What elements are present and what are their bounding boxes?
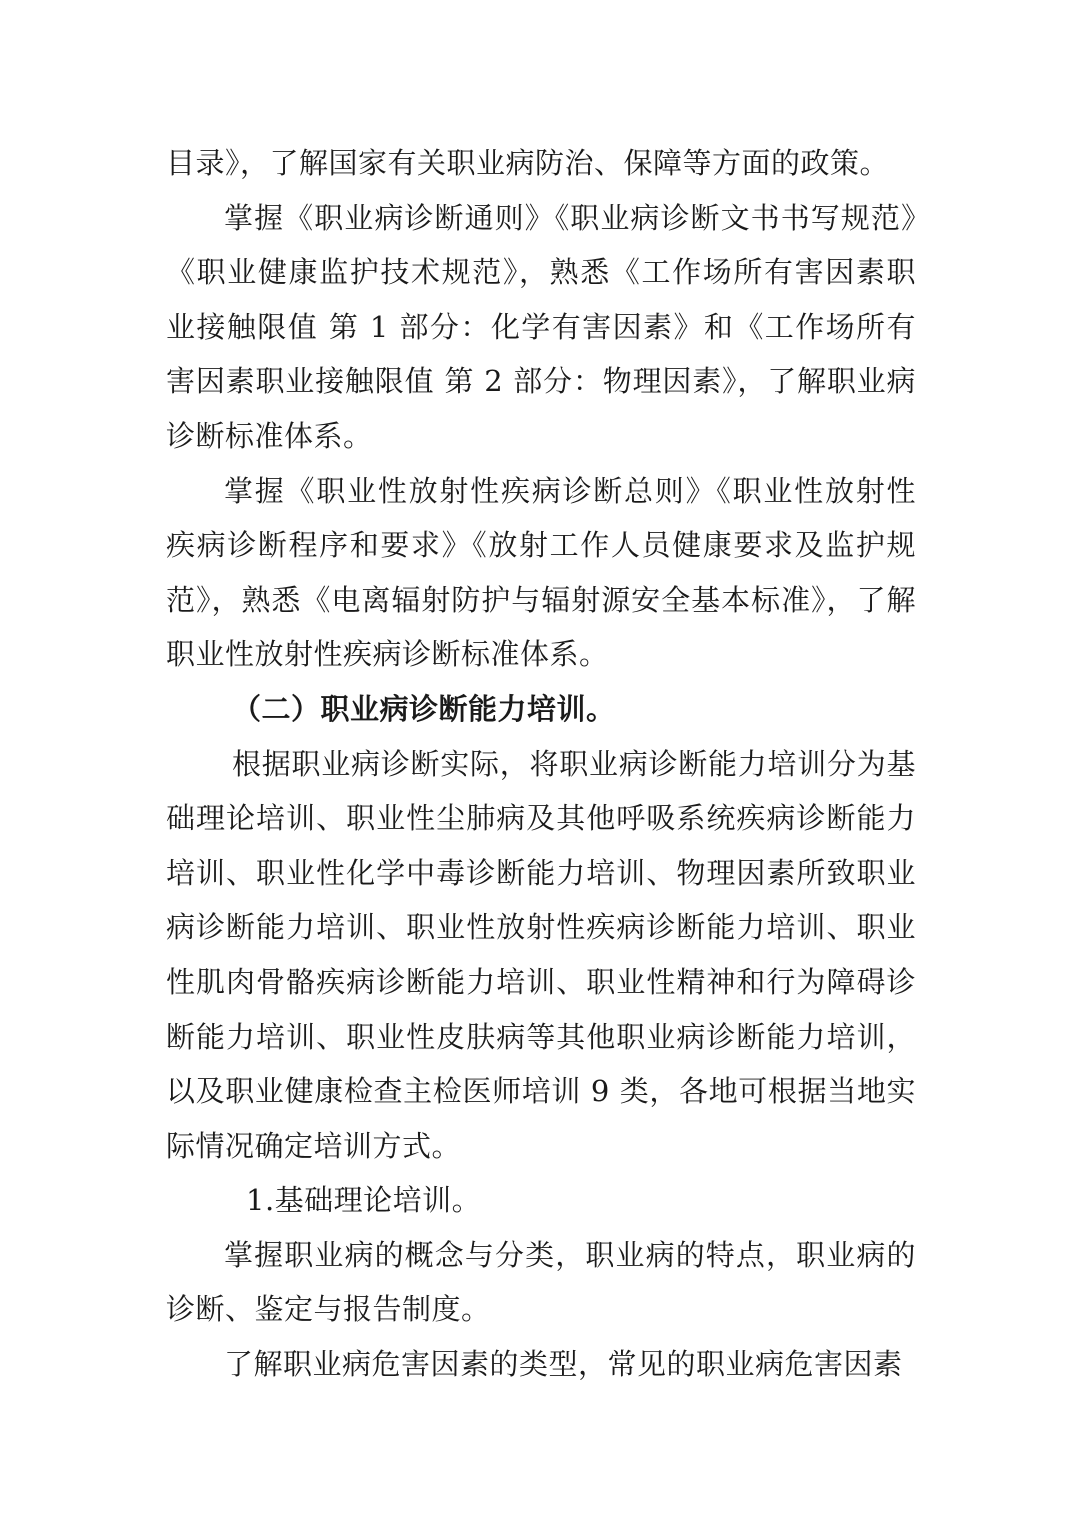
paragraph-policy-continuation: 目录》，了解国家有关职业病防治、保障等方面的政策。 [166, 146, 890, 180]
section-heading-diagnosis-training: （二）职业病诊断能力培训。 [232, 691, 616, 726]
paragraph-training-categories: 根据职业病诊断实际，将职业病诊断能力培训分为基础理论培训、职业性尘肺病及其他呼吸系统疾病诊断能力培训、职业性化学中毒诊断能力培训、物理因素所致职业病诊断能力培训、职业性放射性疾病诊断能力培训、职业性肌肉骨骼疾病诊断能力培训、职业性精神和行为障碍诊断能力培训、职业性皮肤病等其他职业病诊断能力培训，以及职业健康检查主检医师培训 9 类，各地可根据当地实际情况确定培训方式。 [166, 746, 916, 1163]
document-body [166, 136, 916, 1392]
paragraph-basic-concepts: 掌握职业病的概念与分类，职业病的特点，职业病的诊断、鉴定与报告制度。 [166, 1237, 916, 1327]
subheading-basic-theory-training: 1.基础理论培训。 [246, 1183, 482, 1218]
paragraph-radiation-standards: 掌握《职业性放射性疾病诊断总则》《职业性放射性疾病诊断程序和要求》《放射工作人员健康要求及监护规范》，熟悉《电离辐射防护与辐射源安全基本标准》，了解职业性放射性疾病诊断标准体系。 [166, 473, 916, 672]
paragraph-diagnosis-standards: 掌握《职业病诊断通则》《职业病诊断文书书写规范》《职业健康监护技术规范》，熟悉《工作场所有害因素职业接触限值 第 1 部分：化学有害因素》和《工作场所有害因素职业接触限值 第 2 部分：物理因素》，了解职业病诊断标准体系。 [166, 200, 916, 453]
paragraph-hazard-factors: 了解职业病危害因素的类型，常见的职业病危害因素 [224, 1347, 903, 1382]
